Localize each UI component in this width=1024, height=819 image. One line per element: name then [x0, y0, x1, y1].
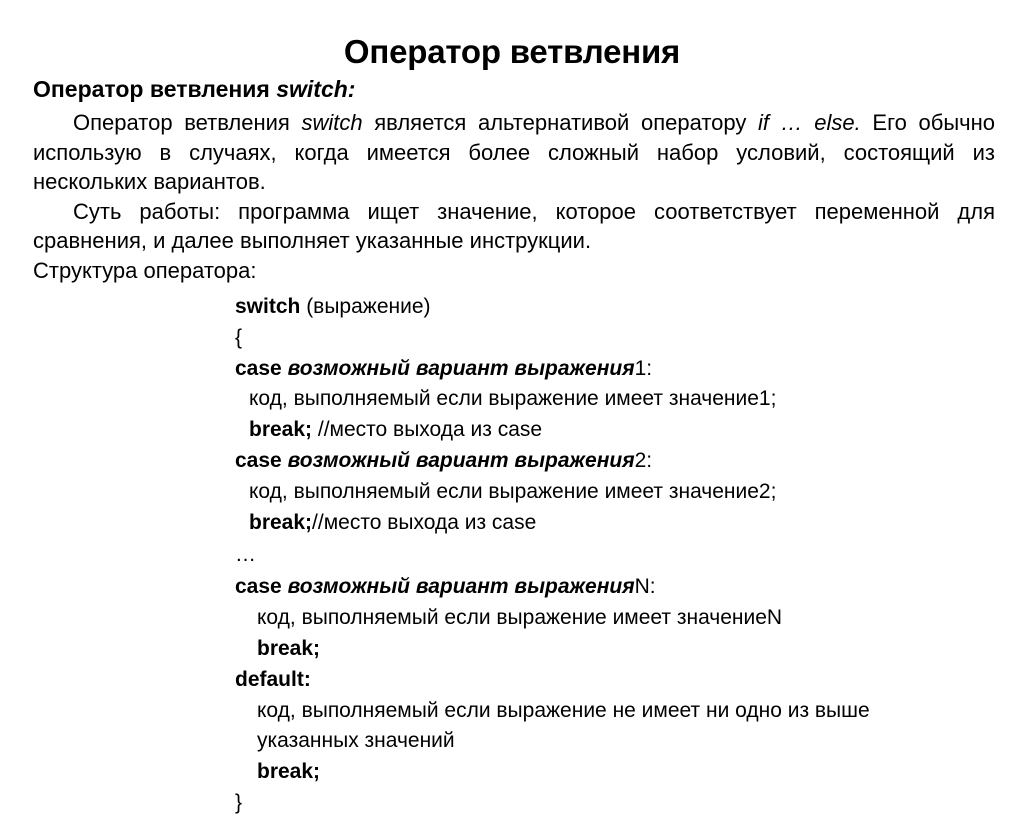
code-token-case-1-2: 1: — [634, 356, 653, 380]
code-token-case-2-body-0: код, выполняемый если выражение имеет значение2; — [249, 479, 777, 503]
intro-keyword-switch: switch — [301, 110, 363, 135]
structure-label: Структура оператора: — [33, 257, 257, 283]
code-line-switch-header — [235, 292, 995, 323]
page-title: Оператор ветвления — [343, 33, 681, 71]
code-line-default-body-2 — [235, 726, 995, 757]
code-token-default-break-0: break; — [257, 760, 321, 784]
code-line-case-1-body — [235, 384, 995, 415]
code-token-case-n-1: возможный вариант выражения — [287, 575, 635, 599]
intro-seg-2: является альтернативой оператору — [362, 110, 759, 135]
code-line-default-label — [235, 665, 995, 696]
code-line-default-body-1 — [235, 696, 995, 727]
code-line-case-1 — [235, 354, 995, 385]
code-token-case-2-2: 2: — [634, 448, 653, 472]
code-line-case-n-body — [235, 603, 995, 634]
code-token-case-n-2: N: — [634, 575, 656, 599]
code-line-case-n-break — [235, 634, 995, 665]
code-line-default-break — [235, 757, 995, 788]
intro-seg-1: Оператор ветвления — [73, 110, 302, 135]
code-line-case-n — [235, 572, 995, 603]
code-token-case-n-body-0: код, выполняемый если выражение имеет значениеN — [257, 606, 783, 630]
code-token-case-n-break-0: break; — [257, 636, 321, 660]
code-token-case-2-break-0: break; — [249, 510, 313, 534]
code-token-case-2-1: возможный вариант выражения — [287, 448, 635, 472]
essence-paragraph: Суть работы: программа ищет значение, которое соответствует переменной для сравнения, и далее выполняет указанные инструкции. — [33, 198, 995, 253]
code-token-case-1-1: возможный вариант выражения — [287, 356, 635, 380]
code-line-case-1-break — [235, 415, 995, 446]
subheading-text: Оператор ветвления — [33, 76, 277, 102]
code-token-default-body-1-0: код, выполняемый если выражение не имеет ни одно из выше — [257, 698, 870, 722]
code-token-default-body-2-0: указанных значений — [257, 729, 455, 753]
intro-paragraph — [33, 108, 995, 197]
code-token-close-brace-0: } — [235, 790, 243, 814]
subheading-keyword: switch: — [276, 76, 356, 102]
slide-body — [33, 74, 995, 285]
code-line-case-2-break — [235, 508, 995, 539]
code-token-default-label-0: default: — [235, 667, 311, 691]
intro-keyword-if-else: if … else. — [758, 110, 861, 135]
code-line-case-2-body — [235, 477, 995, 508]
code-listing — [235, 292, 995, 819]
code-line-open-brace — [235, 323, 995, 354]
code-token-case-1-0: case — [235, 356, 288, 380]
code-token-case-2-0: case — [235, 448, 288, 472]
code-line-close-brace — [235, 788, 995, 819]
code-token-switch-header-1: (выражение) — [300, 295, 431, 318]
code-token-open-brace-0: { — [235, 325, 243, 349]
code-token-case-2-break-1: //место выхода из case — [312, 510, 537, 534]
code-token-case-1-break-1: //место выхода из case — [312, 418, 543, 442]
code-line-ellipsis — [235, 538, 995, 572]
code-token-case-1-body-0: код, выполняемый если выражение имеет значение1; — [249, 387, 777, 411]
intro-seg-3: Его обычно использую в случаях, когда имеется более сложный набор условий, состоящий из нескольких вариантов. — [33, 110, 996, 194]
code-token-switch-header-0: switch — [235, 295, 301, 318]
code-line-case-2 — [235, 446, 995, 477]
code-token-case-n-0: case — [235, 575, 288, 599]
section-subheading — [33, 74, 995, 104]
code-token-ellipsis-0: … — [235, 543, 257, 567]
code-token-case-1-break-0: break; — [249, 418, 313, 442]
